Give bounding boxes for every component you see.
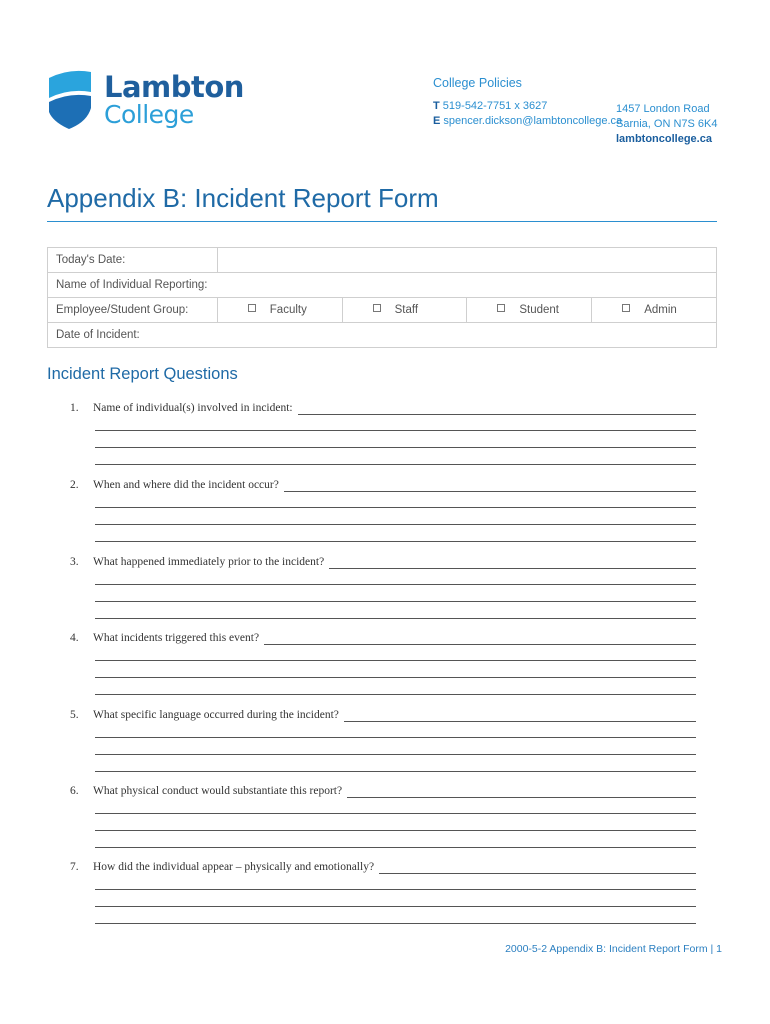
shield-logo-icon (47, 68, 99, 130)
answer-line[interactable] (95, 524, 696, 525)
question-number: 5. (70, 709, 79, 721)
question-text: What specific language occurred during the incident? (93, 709, 339, 721)
question-line (93, 556, 696, 569)
answer-line[interactable] (95, 447, 696, 448)
phone-row: T 519-542-7751 x 3627 (433, 100, 548, 112)
answer-line[interactable] (95, 660, 696, 661)
answer-line[interactable] (284, 479, 696, 492)
date-of-incident-label[interactable]: Date of Incident: (48, 323, 717, 348)
name-reporting-label[interactable]: Name of Individual Reporting: (48, 273, 717, 298)
question-line (93, 632, 696, 645)
college-policies-label: College Policies (433, 76, 522, 90)
address-line2: Sarnia, ON N7S 6K4 (616, 118, 718, 130)
question-item (70, 402, 696, 464)
checkbox-icon[interactable] (497, 304, 505, 312)
answer-line[interactable] (95, 813, 696, 814)
todays-date-field[interactable] (217, 248, 716, 273)
email-row: E spencer.dickson@lambtoncollege.ca (433, 115, 623, 127)
answer-line[interactable] (95, 737, 696, 738)
question-text: What happened immediately prior to the incident? (93, 556, 325, 568)
answer-line[interactable] (95, 601, 696, 602)
title-rule (47, 221, 717, 222)
answer-line[interactable] (95, 618, 696, 619)
question-line (93, 709, 696, 722)
lambton-college-logo (47, 68, 247, 130)
question-item (70, 632, 696, 694)
question-item (70, 709, 696, 771)
answer-line[interactable] (95, 584, 696, 585)
answer-line[interactable] (95, 541, 696, 542)
answer-line[interactable] (95, 677, 696, 678)
answer-line[interactable] (95, 889, 696, 890)
logo-text-lambton: Lambton (104, 70, 244, 104)
answer-line[interactable] (95, 430, 696, 431)
question-line (93, 785, 696, 798)
checkbox-icon[interactable] (373, 304, 381, 312)
address-line1: 1457 London Road (616, 103, 710, 115)
todays-date-label: Today's Date: (48, 248, 218, 273)
answer-line[interactable] (347, 785, 696, 798)
question-item (70, 556, 696, 618)
page-footer: 2000-5-2 Appendix B: Incident Report Form | 1 (505, 943, 722, 955)
answer-line[interactable] (95, 847, 696, 848)
question-number: 4. (70, 632, 79, 644)
answer-line[interactable] (329, 556, 696, 569)
group-label: Employee/Student Group: (48, 298, 218, 323)
question-item (70, 785, 696, 847)
answer-line[interactable] (264, 632, 696, 645)
page-title: Appendix B: Incident Report Form (47, 183, 439, 213)
checkbox-icon[interactable] (248, 304, 256, 312)
question-number: 2. (70, 479, 79, 491)
question-item (70, 479, 696, 541)
question-item (70, 861, 696, 923)
website-link[interactable]: lambtoncollege.ca (616, 133, 712, 145)
email-link[interactable]: spencer.dickson@lambtoncollege.ca (443, 115, 623, 127)
section-title: Incident Report Questions (47, 365, 238, 383)
question-line (93, 861, 696, 874)
answer-line[interactable] (95, 754, 696, 755)
answer-line[interactable] (95, 694, 696, 695)
answer-line[interactable] (344, 709, 696, 722)
question-line (93, 479, 696, 492)
info-table (47, 247, 717, 348)
answer-line[interactable] (379, 861, 696, 874)
phone-number: 519-542-7751 x 3627 (442, 100, 548, 112)
question-text: Name of individual(s) involved in incident: (93, 402, 293, 414)
option-admin[interactable]: Admin (592, 298, 717, 323)
address-block (616, 102, 718, 147)
option-faculty[interactable]: Faculty (217, 298, 342, 323)
question-number: 6. (70, 785, 79, 797)
answer-line[interactable] (95, 771, 696, 772)
question-text: What incidents triggered this event? (93, 632, 260, 644)
answer-line[interactable] (95, 830, 696, 831)
contact-block (433, 76, 622, 129)
option-staff[interactable]: Staff (342, 298, 467, 323)
checkbox-icon[interactable] (622, 304, 630, 312)
option-student[interactable]: Student (467, 298, 592, 323)
answer-line[interactable] (95, 906, 696, 907)
question-text: When and where did the incident occur? (93, 479, 279, 491)
question-text: What physical conduct would substantiate this report? (93, 785, 343, 797)
question-line (93, 402, 696, 415)
answer-line[interactable] (95, 507, 696, 508)
question-number: 1. (70, 402, 79, 414)
answer-line[interactable] (95, 464, 696, 465)
question-number: 3. (70, 556, 79, 568)
question-text: How did the individual appear – physically and emotionally? (93, 861, 375, 873)
answer-line[interactable] (95, 923, 696, 924)
answer-line[interactable] (298, 402, 696, 415)
logo-text-college: College (104, 100, 194, 129)
question-number: 7. (70, 861, 79, 873)
